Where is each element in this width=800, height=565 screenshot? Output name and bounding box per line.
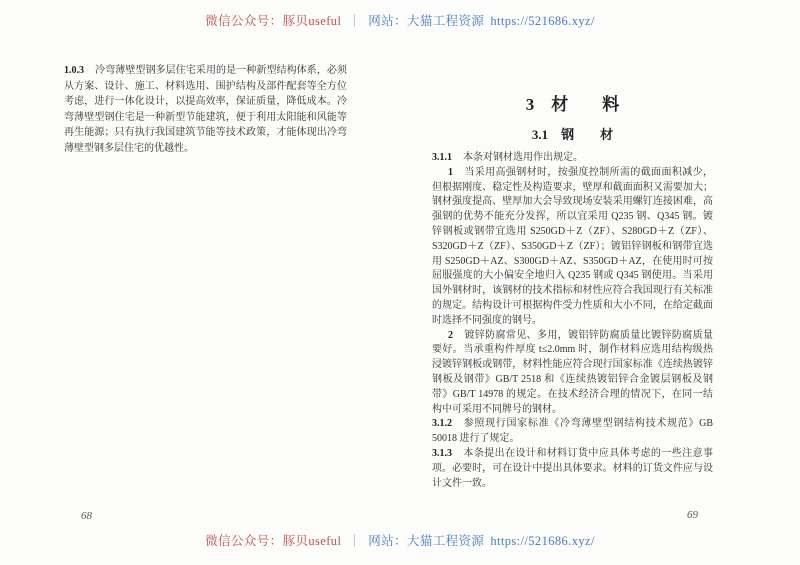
right-page-number: 69 [687, 509, 698, 521]
clause-3-1-1-number: 3.1.1 [432, 152, 452, 163]
item-2-text: 镀锌防腐常见、多用，镀铝锌防腐质量比镀锌防腐质量要好。当承重构件厚度 t≤2.0mm 时，制作材料应选用结构级热浸镀锌钢板或钢带，材料性能应符合现行国家标准《连续热镀锌钢板及钢带》GB/T 2518 和《连续热镀铝锌合金镀层钢板及钢带》GB/T 14978 的规定。在技术经济合理的情况下，在同一结构中可采用不同牌号的钢材。 [432, 329, 713, 415]
section-3-1-title: 3.1 钢 材 [531, 127, 614, 142]
clause-3-1-3 [432, 447, 713, 491]
clause-3-1-3-text: 本条提出在设计和材料订货中应具体考虑的一些注意事项。必要时，可在设计中提出具体要求。材料的订货文件应与设计文件一致。 [432, 447, 713, 489]
clause-3-1-1-item-2 [432, 329, 713, 418]
item-2-number: 2 [448, 329, 453, 341]
site-label: 网站：大猫工程资源 [368, 14, 485, 28]
clause-3-1-1 [432, 151, 713, 166]
right-page [432, 94, 713, 491]
site-url-link[interactable]: https://521686.xyz/ [490, 534, 595, 548]
wechat-account-label: 微信公众号：豚贝useful [205, 534, 342, 548]
clause-3-1-2-number: 3.1.2 [432, 418, 452, 430]
clause-3-1-1-text: 本条对钢材选用作出规定。 [463, 152, 583, 163]
bottom-watermark-banner [0, 531, 800, 549]
clause-1-0-3 [64, 63, 347, 157]
chapter-3-title: 3 材 料 [525, 95, 620, 114]
left-page-number: 68 [81, 510, 92, 522]
site-url-link[interactable]: https://521686.xyz/ [490, 14, 595, 28]
site-label: 网站：大猫工程资源 [368, 534, 485, 548]
clause-3-1-3-number: 3.1.3 [432, 447, 452, 459]
clause-3-1-1-item-1 [432, 166, 713, 329]
clause-3-1-2 [432, 417, 713, 447]
wechat-account-label: 微信公众号：豚贝useful [205, 14, 342, 28]
top-watermark-banner [0, 11, 800, 29]
banner-separator: ｜ [348, 534, 362, 548]
left-page [64, 63, 347, 157]
item-1-text: 当采用高强钢材时，按强度控制所需的截面面积减少，但根据刚度、稳定性及构造要求，壁厚和截面面积又需要加大；钢材强度提高、壁厚加大会导致现场安装采用螺钉连接困难，高强钢的优势不能充分发挥，所以宜采用 Q235 钢、Q345 钢。镀锌钢板或钢带宜选用 S250GD＋Z（ZF）、S280GD＋Z（ZF）、S320GD＋Z（ZF）、S350GD＋Z（ZF）；镀铝锌钢板和钢带宜选用 S250GD＋AZ、S300GD＋AZ、S350GD＋AZ，在使用时可按屈服强度的大小偏安全地归入 Q235 钢或 Q345 钢使用。当采用国外钢材时，该钢材的技术指标和材性应符合我国现行有关标准的规定。结构设计可根据构件受力性质和大小不同，在给定截面时选择不同强度的钢号。 [432, 166, 713, 326]
banner-separator: ｜ [348, 14, 362, 28]
item-1-number: 1 [448, 166, 453, 178]
clause-1-0-3-text: 冷弯薄壁型钢多层住宅采用的是一种新型结构体系，必须从方案、设计、施工、材料选用、围护结构及部件配套等全方位考虑，进行一体化设计，以提高效率，保证质量，降低成本。冷弯薄壁型钢住宅是一种新型节能建筑，便于利用太阳能和风能等再生能源；只有执行我国建筑节能等技术政策，才能体现出冷弯薄壁型钢多层住宅的优越性。 [64, 65, 347, 154]
clause-1-0-3-number: 1.0.3 [64, 65, 84, 76]
clause-3-1-2-text: 参照现行国家标准《冷弯薄壁型钢结构技术规范》GB 50018 进行了规定。 [432, 418, 713, 445]
